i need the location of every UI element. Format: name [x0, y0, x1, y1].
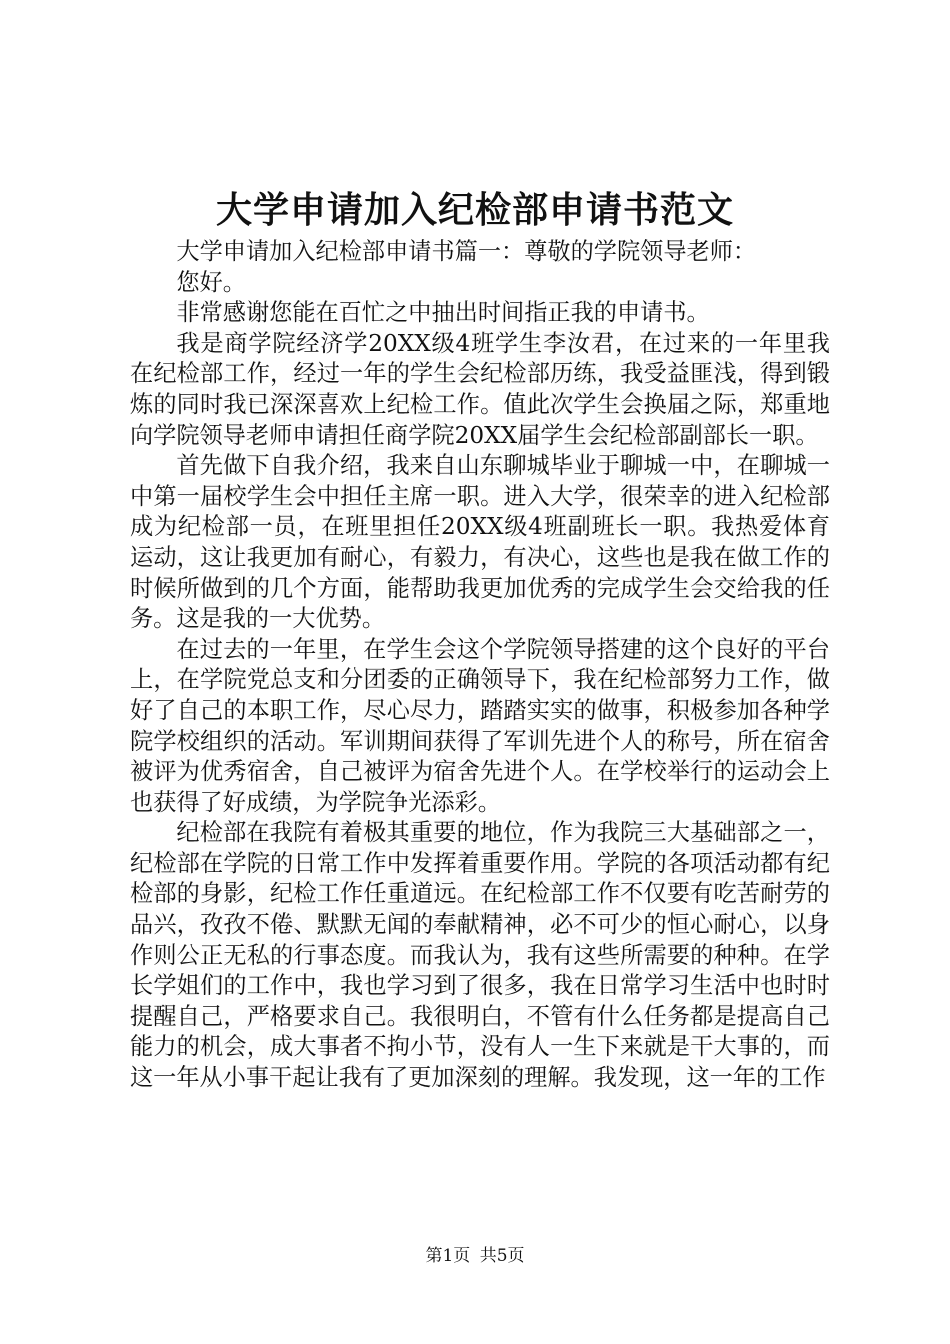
paragraph-self-introduction: 首先做下自我介绍，我来自山东聊城毕业于聊城一中，在聊城一中第一届校学生会中担任主席一职。进入大学，很荣幸的进入纪检部成为纪检部一员，在班里担任20XX级4班副班长一职。我热爱体育运动，这让我更加有耐心，有毅力，有决心，这些也是我在做工作的时候所做到的几个方面，能帮助我更加优秀的完成学生会交给我的任务。这是我的一大优势。 — [130, 452, 830, 633]
paragraph-past-year: 在过去的一年里，在学生会这个学院领导搭建的这个良好的平台上，在学院党总支和分团委的正确领导下，我在纪检部努力工作，做好了自己的本职工作，尽心尽力，踏踏实实的做事，积极参加各种学院学校组织的活动。军训期间获得了军训先进个人的称号，所在宿舍被评为优秀宿舍，自己被评为宿舍先进个人。在学校举行的运动会上也获得了好成绩，为学院争光添彩。 — [130, 635, 830, 816]
paragraph-thanks: 非常感谢您能在百忙之中抽出时间指正我的申请书。 — [176, 299, 710, 327]
document-title: 大学申请加入纪检部申请书范文 — [215, 189, 734, 231]
paragraph-intro: 我是商学院经济学20XX级4班学生李汝君，在过来的一年里我在纪检部工作，经过一年的学生会纪检部历练，我受益匪浅，得到锻炼的同时我已深深喜欢上纪检工作。值此次学生会换届之际，郑重地向学院领导老师申请担任商学院20XX届学生会纪检部副部长一职。 — [130, 329, 830, 449]
page-footer — [0, 1244, 950, 1268]
paragraph-department-importance: 纪检部在我院有着极其重要的地位，作为我院三大基础部之一，纪检部在学院的日常工作中发挥着重要作用。学院的各项活动都有纪检部的身影，纪检工作任重道远。在纪检部工作不仅要有吃苦耐劳的品兴，孜孜不倦、默默无闻的奉献精神，必不可少的恒心耐心，以身作则公正无私的行事态度。而我认为，我有这些所需要的种种。在学长学姐们的工作中，我也学习到了很多，我在日常学习生活中也时时提醒自己，严格要求自己。我很明白，不管有什么任务都是提高自己能力的机会，成大事者不拘小节，没有人一生下来就是干大事的，而这一年从小事干起让我有了更加深刻的理解。我发现，这一年的工作 — [130, 819, 830, 1092]
document-body — [130, 237, 830, 1094]
paragraph-hello: 您好。 — [176, 268, 246, 296]
page-number: 第1页 — [425, 1246, 471, 1266]
paragraph-greeting-line: 大学申请加入纪检部申请书篇一：尊敬的学院领导老师： — [176, 238, 757, 265]
page-total: 共5页 — [479, 1246, 525, 1266]
